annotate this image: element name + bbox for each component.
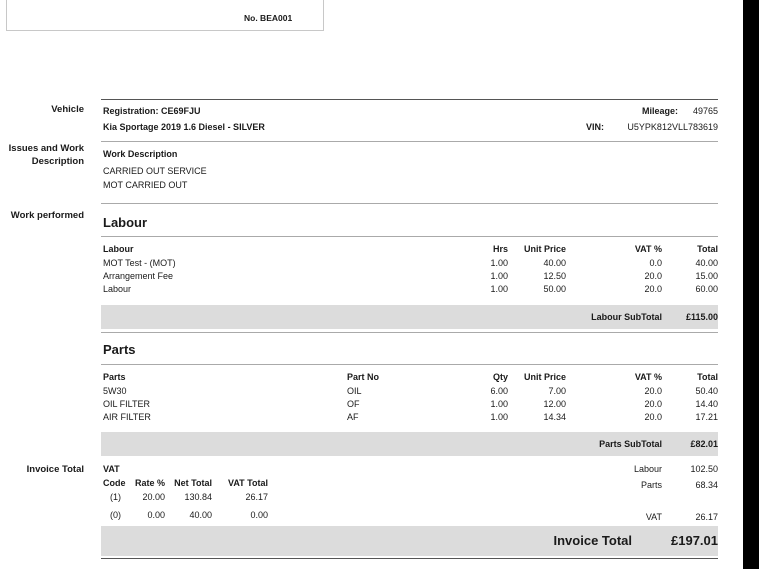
- summary-vat-label: VAT: [645, 512, 662, 522]
- cell-code: (1): [110, 492, 121, 502]
- cell-unit-price: 7.00: [548, 386, 566, 396]
- cell-total: 60.00: [695, 284, 718, 294]
- cell-rate: 0.00: [147, 510, 165, 520]
- summary-labour-value: 102.50: [690, 464, 718, 474]
- cell-qty: 1.00: [490, 399, 508, 409]
- parts-header-qty: Qty: [492, 372, 508, 382]
- cell-vat: 20.0: [644, 386, 662, 396]
- vat-header-vat-total: VAT Total: [228, 478, 268, 488]
- parts-subtotal-label: Parts SubTotal: [599, 439, 662, 449]
- cell-total: 15.00: [695, 271, 718, 281]
- labour-header-total: Total: [697, 244, 718, 254]
- cell-unit-price: 12.00: [543, 399, 566, 409]
- section-label-invoice-total: Invoice Total: [26, 464, 84, 475]
- section-label-vehicle: Vehicle: [51, 104, 84, 115]
- cell-vat: 0.0: [649, 258, 662, 268]
- divider: [101, 364, 718, 365]
- work-description-heading: Work Description: [103, 149, 178, 159]
- divider: [101, 141, 718, 142]
- divider: [101, 332, 718, 333]
- parts-subtotal-value: £82.01: [690, 439, 718, 449]
- cell-net: 130.84: [184, 492, 212, 502]
- cell-vat-total: 0.00: [250, 510, 268, 520]
- cell-total: 50.40: [695, 386, 718, 396]
- parts-header-vat: VAT %: [634, 372, 662, 382]
- cell-code: (0): [110, 510, 121, 520]
- parts-title: Parts: [103, 342, 136, 357]
- summary-labour-label: Labour: [633, 464, 662, 474]
- cell-vat: 20.0: [644, 399, 662, 409]
- cell-hrs: 1.00: [490, 284, 508, 294]
- cell-item: OIL FILTER: [103, 399, 151, 409]
- summary-parts-label: Parts: [640, 480, 662, 490]
- cell-item: Labour: [103, 284, 132, 294]
- invoice-total-value: £197.01: [671, 533, 718, 548]
- cell-total: 14.40: [695, 399, 718, 409]
- section-label-issues: Issues and Work Description: [8, 143, 84, 167]
- vin-label: VIN:: [586, 122, 604, 132]
- cell-item: MOT Test - (MOT): [103, 258, 176, 268]
- divider: [101, 236, 718, 237]
- labour-title: Labour: [103, 215, 148, 230]
- cell-rate: 20.00: [142, 492, 165, 502]
- divider: [101, 558, 718, 559]
- vat-header-rate: Rate %: [134, 478, 165, 488]
- vat-heading: VAT: [103, 464, 120, 474]
- cell-unit-price: 50.00: [543, 284, 566, 294]
- vehicle-model: Kia Sportage 2019 1.6 Diesel - SILVER: [103, 122, 265, 132]
- summary-vat-value: 26.17: [695, 512, 718, 522]
- parts-header-total: Total: [697, 372, 718, 382]
- cell-net: 40.00: [189, 510, 212, 520]
- cell-unit-price: 40.00: [543, 258, 566, 268]
- summary-parts-value: 68.34: [695, 480, 718, 490]
- cell-total: 17.21: [695, 412, 718, 422]
- cell-item: Arrangement Fee: [103, 271, 174, 281]
- parts-header-part-no: Part No: [347, 372, 380, 382]
- cell-part-no: OF: [347, 399, 360, 409]
- cell-hrs: 1.00: [490, 258, 508, 268]
- invoice-total-label: Invoice Total: [553, 533, 632, 548]
- cell-item: 5W30: [103, 386, 127, 396]
- mileage-value: 49765: [692, 106, 718, 116]
- section-label-work-performed: Work performed: [10, 210, 84, 221]
- vin-value: U5YPK812VLL783619: [627, 122, 718, 132]
- divider: [101, 99, 718, 100]
- cell-unit-price: 12.50: [543, 271, 566, 281]
- window-edge: [743, 0, 759, 569]
- cell-vat: 20.0: [644, 284, 662, 294]
- labour-header-vat: VAT %: [634, 244, 662, 254]
- cell-item: AIR FILTER: [103, 412, 151, 422]
- mileage-label: Mileage:: [642, 106, 679, 116]
- cell-vat: 20.0: [644, 271, 662, 281]
- vat-header-net: Net Total: [174, 478, 212, 488]
- labour-header-unit-price: Unit Price: [523, 244, 566, 254]
- cell-unit-price: 14.34: [543, 412, 566, 422]
- vat-header-code: Code: [103, 478, 126, 488]
- work-description-line: CARRIED OUT SERVICE: [103, 166, 207, 176]
- cell-hrs: 1.00: [490, 271, 508, 281]
- cell-vat: 20.0: [644, 412, 662, 422]
- labour-header-item: Labour: [103, 244, 134, 254]
- divider: [101, 203, 718, 204]
- work-description-line: MOT CARRIED OUT: [103, 180, 188, 190]
- invoice-number: No. BEA001: [244, 13, 293, 23]
- labour-subtotal-label: Labour SubTotal: [591, 312, 662, 322]
- parts-header-unit-price: Unit Price: [523, 372, 566, 382]
- cell-vat-total: 26.17: [245, 492, 268, 502]
- cell-part-no: AF: [347, 412, 359, 422]
- labour-header-hrs: Hrs: [492, 244, 508, 254]
- cell-qty: 1.00: [490, 412, 508, 422]
- labour-subtotal-value: £115.00: [685, 312, 718, 322]
- cell-qty: 6.00: [490, 386, 508, 396]
- cell-part-no: OIL: [347, 386, 362, 396]
- cell-total: 40.00: [695, 258, 718, 268]
- vehicle-registration: Registration: CE69FJU: [103, 106, 201, 116]
- parts-header-item: Parts: [103, 372, 126, 382]
